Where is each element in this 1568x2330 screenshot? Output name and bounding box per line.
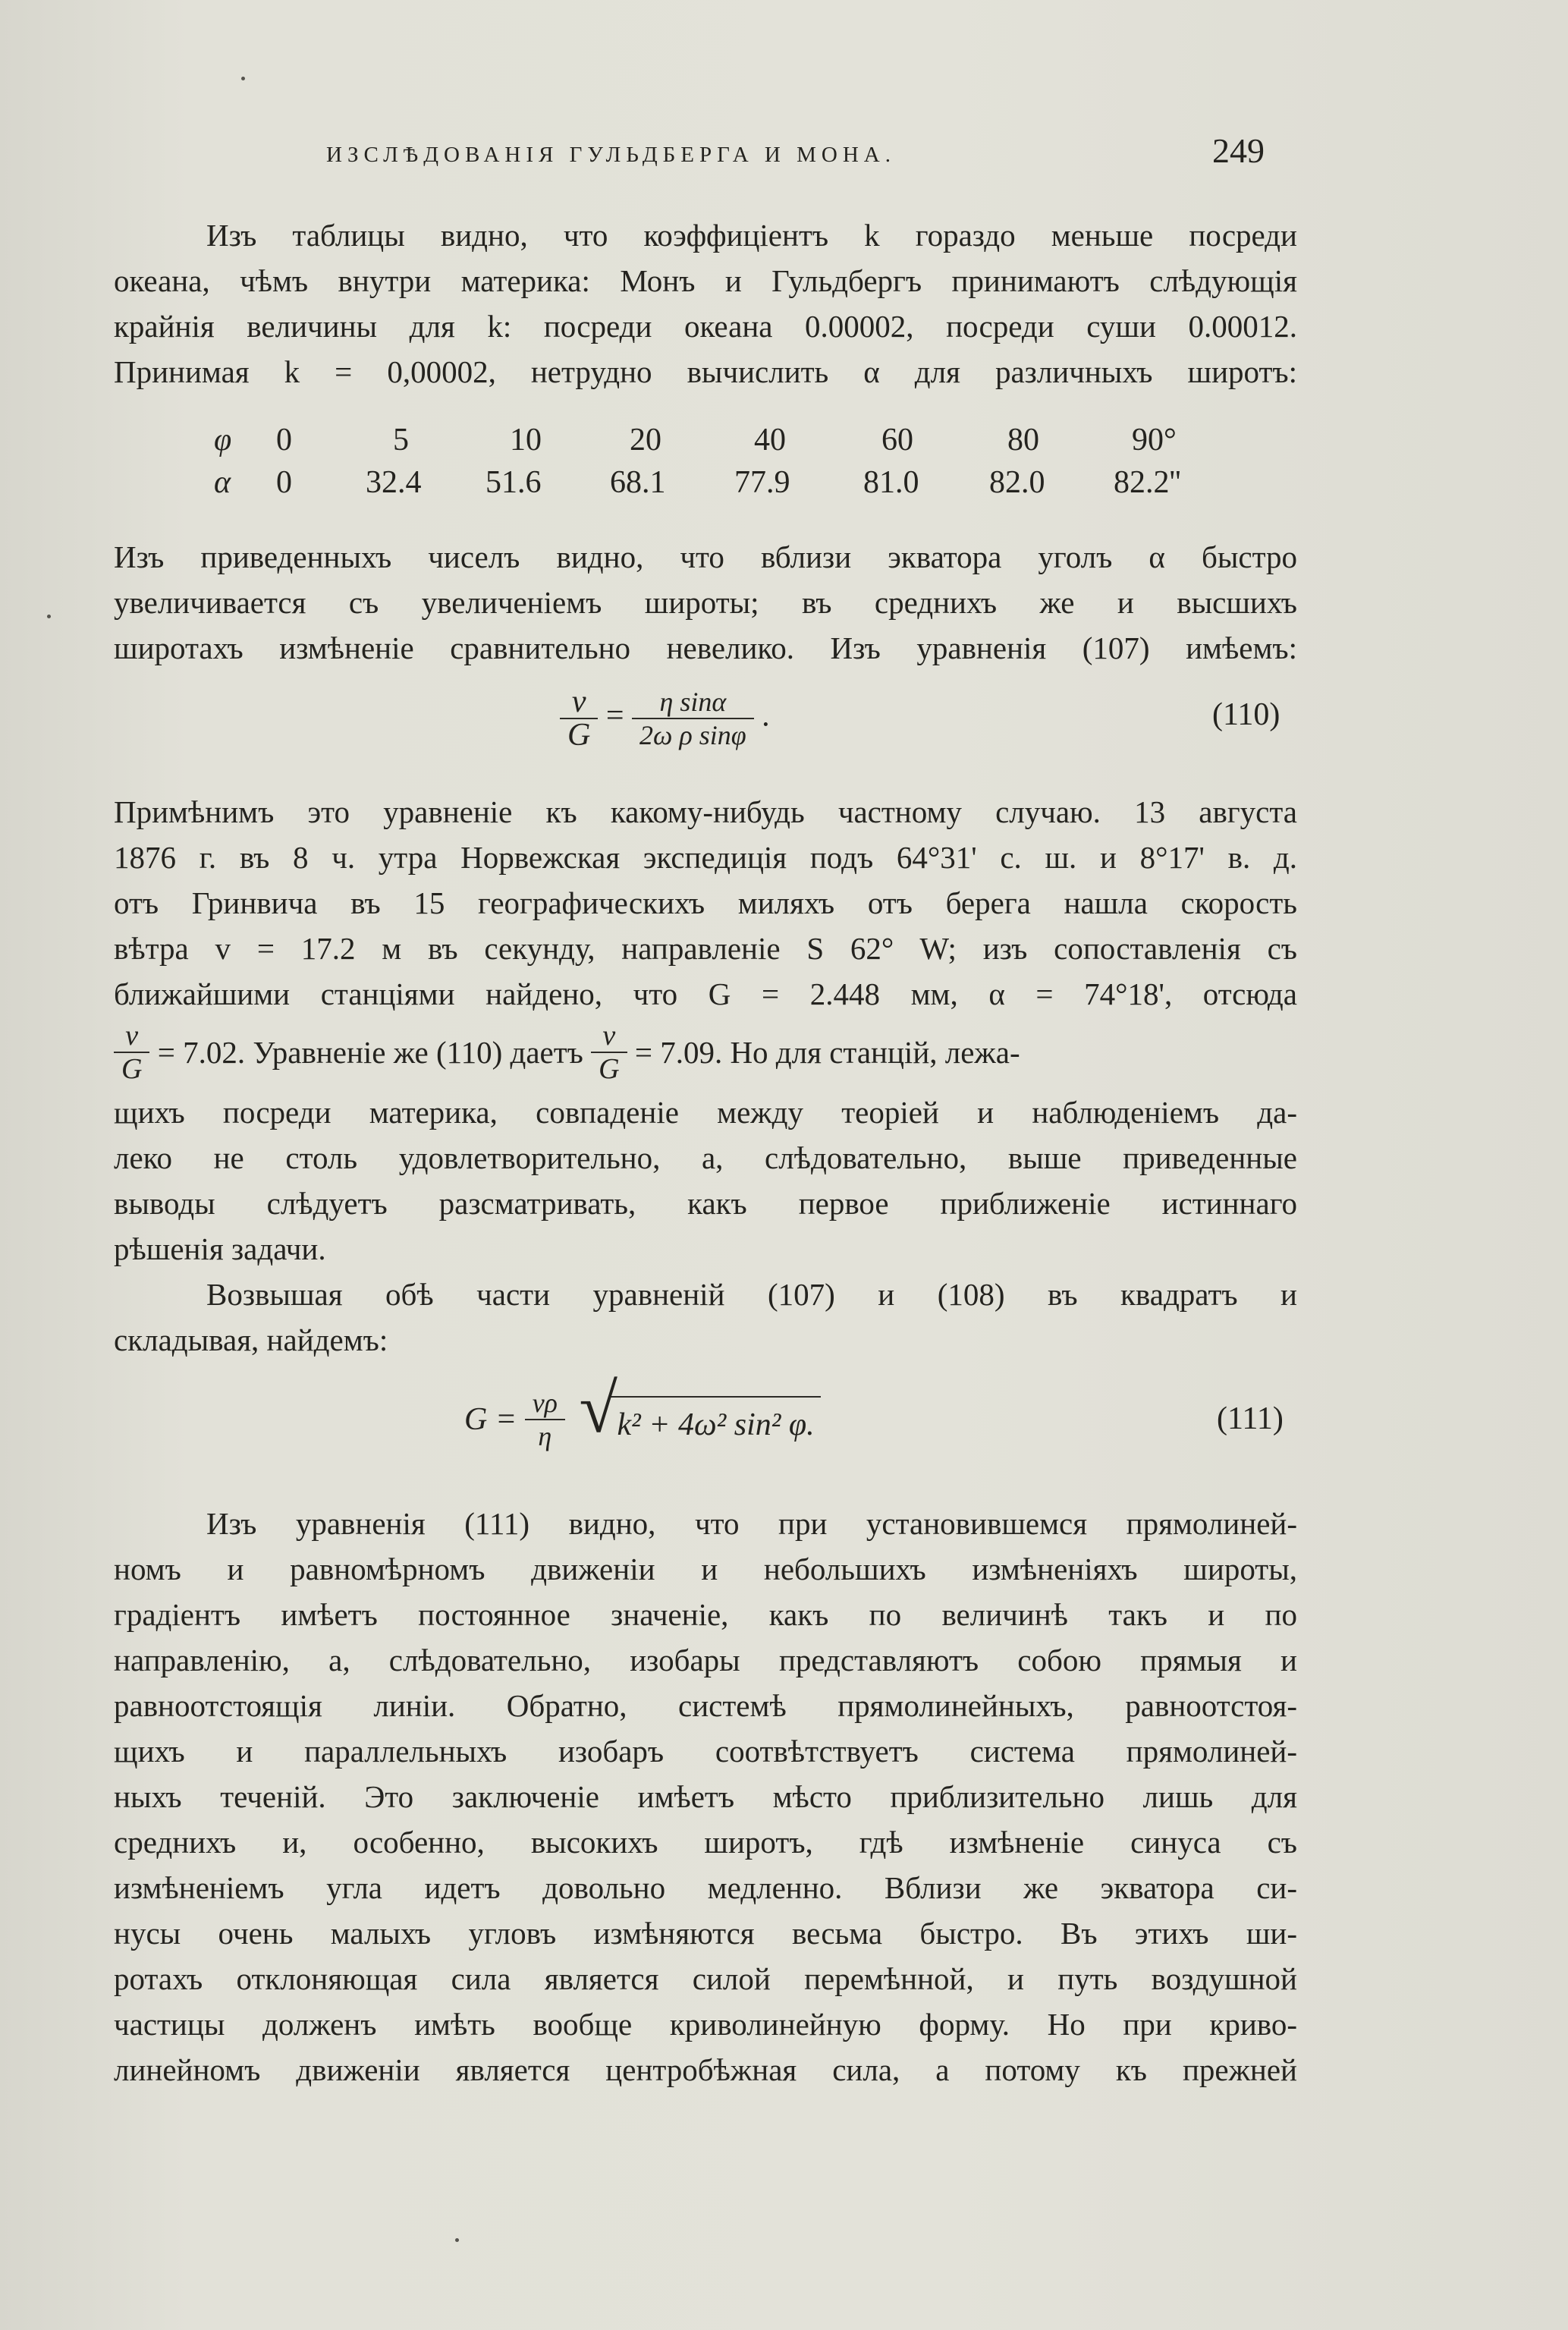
fraction-denominator: η	[538, 1421, 552, 1451]
text-line: Изъ уравненія (111) видно, что при установившемся прямолиней-	[206, 1506, 1297, 1541]
table-cell: 10	[510, 423, 542, 458]
fraction-rhs	[632, 686, 754, 751]
equation-110	[560, 686, 770, 751]
text-line: крайнія величины для k: посреди океана 0.00002, посреди суши 0.00012.	[114, 309, 1297, 344]
equation-111	[464, 1369, 821, 1452]
table-cell: 0	[276, 465, 292, 500]
text-line: направленію, а, слѣдовательно, изобары представляютъ собою прямыя и	[114, 1643, 1297, 1678]
fraction-v-rho-over-eta	[525, 1387, 565, 1452]
radical-sign: √	[579, 1369, 617, 1447]
table-cell: 81.0	[863, 465, 919, 500]
table-row-phi	[214, 422, 1246, 464]
table-cell: 82.0	[989, 465, 1045, 500]
text-line: складывая, найдемъ:	[114, 1322, 388, 1357]
table-cell: 60	[881, 423, 913, 458]
fraction-denominator: 2ω ρ sinφ	[639, 720, 746, 750]
table-cell: 51.6	[485, 465, 542, 500]
inline-text: = 7.02. Уравненіе же (110) даетъ	[149, 1035, 592, 1070]
table-cell: 0	[276, 423, 292, 458]
text-line: нусы очень малыхъ угловъ измѣняются весьма быстро. Въ этихъ ши-	[114, 1916, 1297, 1951]
fraction-numerator: v	[114, 1020, 149, 1053]
fraction-v-over-g	[114, 1020, 149, 1085]
text-line-with-fractions	[114, 1020, 1297, 1090]
radicand: k² + 4ω² sin² φ.	[611, 1396, 820, 1443]
fraction-numerator: v	[560, 686, 598, 719]
text-line: номъ и равномѣрномъ движеніи и небольшихъ измѣненіяхъ широты,	[114, 1552, 1297, 1586]
table-cell: 82.2''	[1114, 465, 1181, 500]
fraction-numerator: vρ	[525, 1387, 565, 1420]
page-header	[326, 131, 1265, 188]
text-line: равноотстоящія линіи. Обратно, системѣ прямолинейныхъ, равноотстоя-	[114, 1688, 1297, 1723]
text-line: градіентъ имѣетъ постоянное значеніе, какъ по величинѣ такъ и по	[114, 1597, 1297, 1632]
text-line: рѣшенія задачи.	[114, 1231, 326, 1266]
text-line: выводы слѣдуетъ разсматривать, какъ первое приближеніе истиннаго	[114, 1186, 1297, 1221]
table-cell: 5	[393, 423, 409, 458]
table-cell: 20	[630, 423, 661, 458]
ink-speck	[455, 2238, 459, 2242]
fraction-v-over-g	[560, 686, 598, 751]
text-line: щихъ посреди материка, совпаденіе между теоріей и наблюденіемъ да-	[114, 1095, 1297, 1130]
text-line: широтахъ измѣненіе сравнительно невелико. Изъ уравненія (107) имѣемъ:	[114, 630, 1297, 665]
text-line: вѣтра v = 17.2 м въ секунду, направленіе S 62° W; изъ сопоставленія съ	[114, 931, 1297, 966]
text-line: ротахъ отклоняющая сила является силой перемѣнной, и путь воздушной	[114, 1961, 1297, 1996]
running-title: ИЗСЛѢДОВАНІЯ ГУЛЬДБЕРГА И МОНА.	[326, 143, 896, 167]
equation-number: (111)	[1217, 1401, 1284, 1436]
equation-lhs: G =	[464, 1402, 517, 1437]
text-line: леко не столь удовлетворительно, а, слѣдовательно, выше приведенные	[114, 1140, 1297, 1175]
text-line: увеличивается съ увеличеніемъ широты; въ среднихъ же и высшихъ	[114, 585, 1297, 620]
table-row-alpha	[214, 464, 1246, 507]
text-line: ближайшими станціями найдено, что G = 2.448 мм, α = 74°18', отсюда	[114, 976, 1297, 1011]
text-line: ныхъ теченій. Это заключеніе имѣетъ мѣсто приблизительно лишь для	[114, 1779, 1297, 1814]
text-line: среднихъ и, особенно, высокихъ широтъ, гдѣ измѣненіе синуса съ	[114, 1825, 1297, 1860]
text-line: 1876 г. въ 8 ч. утра Норвежская экспедиція подъ 64°31' с. ш. и 8°17' в. д.	[114, 840, 1297, 875]
fraction-numerator: v	[591, 1020, 627, 1053]
fraction-numerator: η sinα	[632, 686, 754, 719]
equals-sign: =	[605, 698, 624, 734]
ink-speck	[47, 615, 51, 618]
text-line: Изъ приведенныхъ чиселъ видно, что вблизи экватора уголъ α быстро	[114, 539, 1297, 574]
fraction-denominator: G	[599, 1053, 620, 1085]
alpha-symbol: α	[214, 465, 231, 500]
fraction-denominator: G	[567, 718, 591, 753]
text-line: океана, чѣмъ внутри материка: Монъ и Гульдбергъ принимаютъ слѣдующія	[114, 263, 1297, 298]
table-cell: 40	[754, 423, 786, 458]
ink-speck	[241, 77, 245, 80]
table-cell: 90°	[1132, 423, 1177, 458]
equation-number: (110)	[1212, 697, 1280, 732]
equation-period: .	[762, 698, 770, 734]
table-cell: 77.9	[734, 465, 790, 500]
page-number: 249	[1212, 131, 1265, 170]
text-line: Изъ таблицы видно, что коэффиціентъ k гораздо меньше посреди	[206, 218, 1297, 253]
fraction-denominator: G	[121, 1053, 143, 1085]
text-line: измѣненіемъ угла идетъ довольно медленно. Вблизи же экватора си-	[114, 1870, 1297, 1905]
text-line: частицы долженъ имѣть вообще криволинейную форму. Но при криво-	[114, 2007, 1297, 2042]
text-line: Принимая k = 0,00002, нетрудно вычислить α для различныхъ широтъ:	[114, 354, 1297, 389]
phi-symbol: φ	[214, 423, 232, 458]
inline-text: = 7.09. Но для станцій, лежа-	[627, 1035, 1020, 1070]
fraction-v-over-g	[591, 1020, 627, 1085]
table-cell: 68.1	[610, 465, 666, 500]
table-cell: 80	[1007, 423, 1039, 458]
text-line: Примѣнимъ это уравненіе къ какому-нибудь частному случаю. 13 августа	[114, 794, 1297, 829]
text-line: Возвышая обѣ части уравненій (107) и (108) въ квадратъ и	[206, 1277, 1297, 1312]
text-line: щихъ и параллельныхъ изобаръ соотвѣтствуетъ система прямолиней-	[114, 1734, 1297, 1769]
table-cell: 32.4	[366, 465, 422, 500]
square-root	[579, 1369, 820, 1447]
text-line: линейномъ движеніи является центробѣжная сила, а потому къ прежней	[114, 2052, 1297, 2087]
text-line: отъ Гринвича въ 15 географическихъ миляхъ отъ берега нашла скорость	[114, 885, 1297, 920]
